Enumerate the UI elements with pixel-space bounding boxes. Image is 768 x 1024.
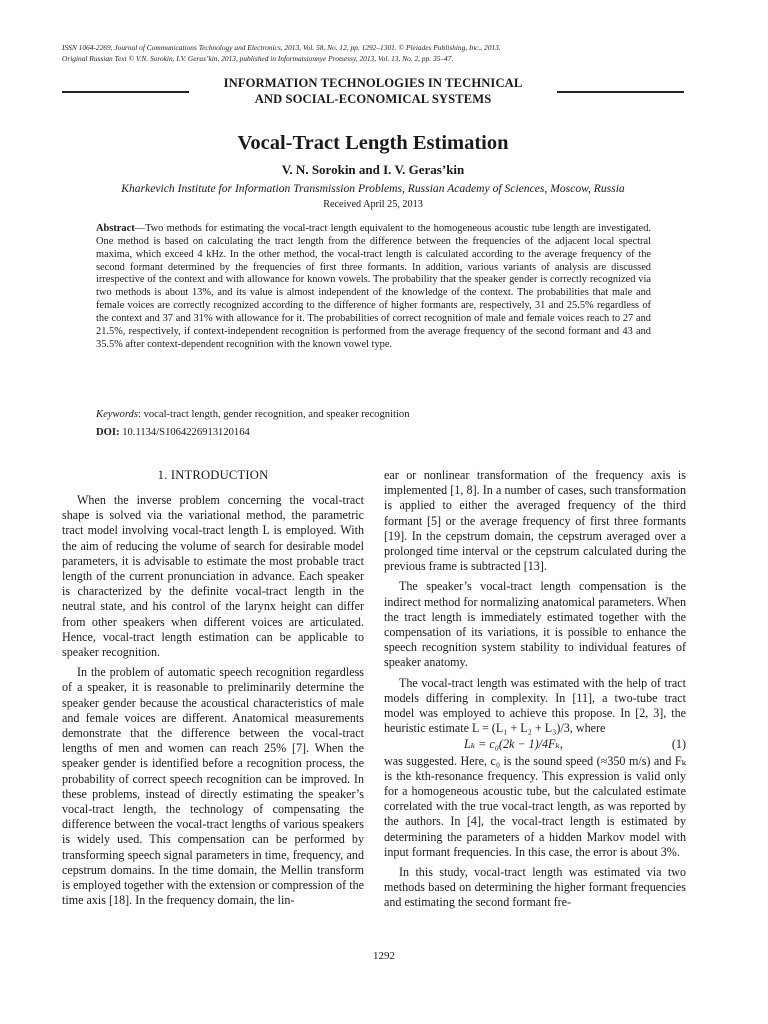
equation-expression: Lₖ = c₀(2k − 1)/4Fₖ, [464,737,563,752]
left-column [62,468,364,908]
equation-1 [384,737,686,752]
doi-label: DOI: [96,427,120,438]
abstract [96,223,651,351]
paragraph: The speaker’s vocal-tract length compensation is the indirect method for normalizing anatomical parameters. When the tract length is immediately estimated together with the compensation of its variations, it is possible to enhance the speech recognition system stability to individual features of speaker anatomy. [384,579,686,670]
section-rubric [62,76,684,112]
paper-affiliation: Kharkevich Institute for Information Transmission Problems, Russian Academy of Sciences, Moscow, Russia [121,182,625,195]
received-date: Received April 25, 2013 [323,199,423,210]
paragraph: When the inverse problem concerning the vocal-tract shape is solved via the variational method, the parametric tract model involving vocal-tract length L is employed. With the aim of reducing the volume of search for desirable model parameters, it is advisable to estimate the most probable tract length of the current pronunciation in advance. Each speaker is characterized by the definite vocal-tract length in the neutral state, and his control of the larynx height can differ from other speakers when different voices are articulated. Hence, vocal-tract length estimation can be applicable to speaker recognition. [62,493,364,660]
paper-authors: V. N. Sorokin and I. V. Geras’kin [281,162,465,177]
paragraph: In the problem of automatic speech recognition regardless of a speaker, it is reasonable to preliminarily determine the speaker gender because the acoustical characteristics of male and female voices are different. Anatomical measurements demonstrate that the difference between the vocal-tract lengths of men and women can reach 25% [7]. When the speaker gender is identified before a recognition process, the probability of correct speech recognition can be improved. In these problems, instead of directly estimating the speaker’s vocal-tract length, the technology of compensating the difference between the vocal-tract lengths of various speakers is widely used. This compensation can be performed by transforming speech signal parameters in time, frequency, and cepstrum domains. In the time domain, the Mellin transform is employed together with the extension or compression of the time axis [18]. In the frequency domain, the lin- [62,665,364,908]
original-text-line: Original Russian Text © V.N. Sorokin, I.V. Geras’kin, 2013, published in Informatsionnye Protsessy, 2013, Vol. 13, No. 2, pp. 35–47. [62,54,454,63]
rubric-line-1: INFORMATION TECHNOLOGIES IN TECHNICAL [223,76,523,90]
rubric-text [189,76,557,107]
section-heading: 1. INTRODUCTION [157,468,269,482]
rubric-line-2: AND SOCIAL-ECONOMICAL SYSTEMS [254,91,492,106]
keywords-text: : vocal-tract length, gender recognition, and speaker recognition [137,409,410,420]
keywords-label: Keywords [96,409,138,420]
paragraph: ear or nonlinear transformation of the frequency axis is implemented [1, 8]. In a number of cases, such transformation is applied to either the averaged frequency of the third formant [5] or the average frequency of first three formants [19]. In the cepstrum domain, the cepstrum averaged over a prolonged time interval or the cepstrum calculated during the previous frame is subtracted [13]. [384,468,686,574]
keywords [96,408,651,421]
paper-title: Vocal-Tract Length Estimation [237,132,509,154]
equation-number: (1) [671,737,686,752]
paragraph: The vocal-tract length was estimated with the help of tract models differing in complexity. In [11], a two-tube tract model was employed to achieve this propose. In [2, 3], the heuristic estimate L = (L₁ + L₂ + L₃)/3, where [384,675,686,736]
rubric-rule-right [557,91,684,93]
right-column [384,468,686,911]
abstract-label: Abstract [96,223,135,234]
paragraph: In this study, vocal-tract length was estimated via two methods based on determining the higher formant frequencies and estimating the second formant fre- [384,865,686,910]
page-number: 1292 [373,950,395,962]
journal-header [62,42,712,64]
doi [96,426,651,439]
paragraph: was suggested. Here, c₀ is the sound speed (≈350 m/s) and Fₖ is the kth-resonance frequency. This expression is valid only for a homogeneous acoustic tube, but the calculated estimate correlated with the true vocal-tract length, as was reported by the authors. In [4], the vocal-tract length is estimated by determining the parameters of a hidden Markov model with input formant frequencies. In this case, the error is about 3%. [384,753,686,859]
rubric-rule-left [62,91,189,93]
abstract-text: —Two methods for estimating the vocal-tract length equivalent to the homogeneous acoustic tube length are investigated. One method is based on calculating the tract length from the difference between the frequencies of the adjacent local spectral maxima, which exceed 4 kHz. In the other method, the vocal-tract length is calculated according to the average frequency of the second formant determined by the frequencies of first three formants. In addition, various variants of analysis are discussed irrespective of the context and with allowance for known vowels. The probability that the speaker gender is correctly recognized via two methods is about 13%, and its value is almost independent of the knowledge of the context. The probabilities that male and female voices are correctly recognized according to the difference of higher formants are, respectively, 31 and 25.5% regardless of the context and 37 and 31% with allowance for it. The probabilities of correct recognition of male and female voices reach to 27 and 21.5%, respectively, if context-independent recognition is performed from the average frequency of the second formant and 43 and 35.5% after context-dependent recognition with the known vowel type. [96,223,651,350]
journal-citation-line: ISSN 1064-2269, Journal of Communications Technology and Electronics, 2013, Vol. 58, No. 12, pp. 1292–1301. © Pleiades Publishing, Inc., 2013. [62,43,501,52]
doi-value: 10.1134/S1064226913120164 [119,427,250,438]
